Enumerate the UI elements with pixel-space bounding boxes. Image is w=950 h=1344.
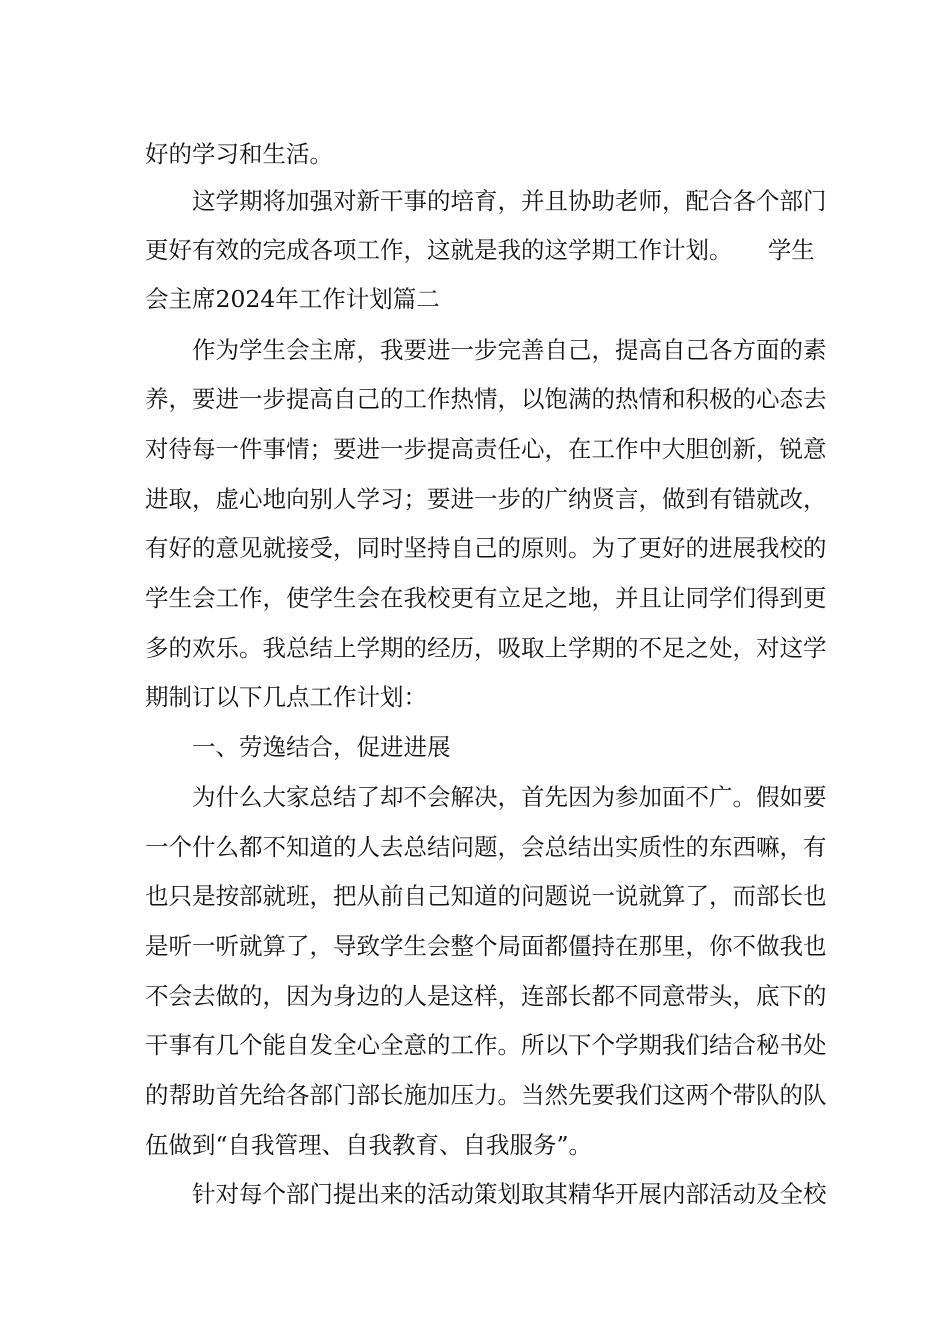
subheading: 一、劳逸结合，促进进展	[145, 733, 451, 761]
text-line: 对待每一件事情；要进一步提高责任心，在工作中大胆创新，锐意	[145, 435, 827, 463]
text-line: 是听一听就算了，导致学生会整个局面都僵持在那里，你不做我也	[145, 932, 827, 960]
text-line: 也只是按部就班，把从前自己知道的问题说一说就算了，而部长也	[145, 882, 827, 910]
text-line: 一个什么都不知道的人去总结问题，会总结出实质性的东西嘛，有	[145, 833, 827, 861]
text-line: 更好有效的完成各项工作，这就是我的这学期工作计划。 学生	[145, 236, 815, 264]
text-line: 好的学习和生活。	[145, 140, 333, 168]
text-line: 不会去做的，因为身边的人是这样，连部长都不同意带头，底下的	[145, 982, 827, 1010]
text-line: 有好的意见就接受，同时坚持自己的原则。为了更好的进展我校的	[145, 534, 827, 562]
text-line: 多的欢乐。我总结上学期的经历，吸取上学期的不足之处，对这学	[145, 634, 827, 662]
text-line: 为什么大家总结了却不会解决，首先因为参加面不广。假如要	[145, 783, 827, 811]
text-line: 学生会工作，使学生会在我校更有立足之地，并且让同学们得到更	[145, 584, 827, 612]
text-line: 作为学生会主席，我要进一步完善自己，提高自己各方面的素	[145, 336, 827, 364]
section-heading: 会主席2024年工作计划篇二	[145, 285, 440, 313]
text-line: 期制订以下几点工作计划：	[145, 683, 427, 711]
text-line: 干事有几个能自发全心全意的工作。所以下个学期我们结合秘书处	[145, 1031, 827, 1059]
text-line: 这学期将加强对新干事的培育，并且协助老师，配合各个部门	[145, 187, 827, 215]
text-line: 的帮助首先给各部门部长施加压力。当然先要我们这两个带队的队	[145, 1081, 827, 1109]
text-line: 养，要进一步提高自己的工作热情，以饱满的热情和积极的心态去	[145, 385, 827, 413]
text-line: 进取，虚心地向别人学习；要进一步的广纳贤言，做到有错就改，	[145, 485, 827, 513]
text-line: 伍做到“自我管理、自我教育、自我服务”。	[145, 1131, 593, 1159]
text-line: 针对每个部门提出来的活动策划取其精华开展内部活动及全校	[145, 1180, 827, 1208]
